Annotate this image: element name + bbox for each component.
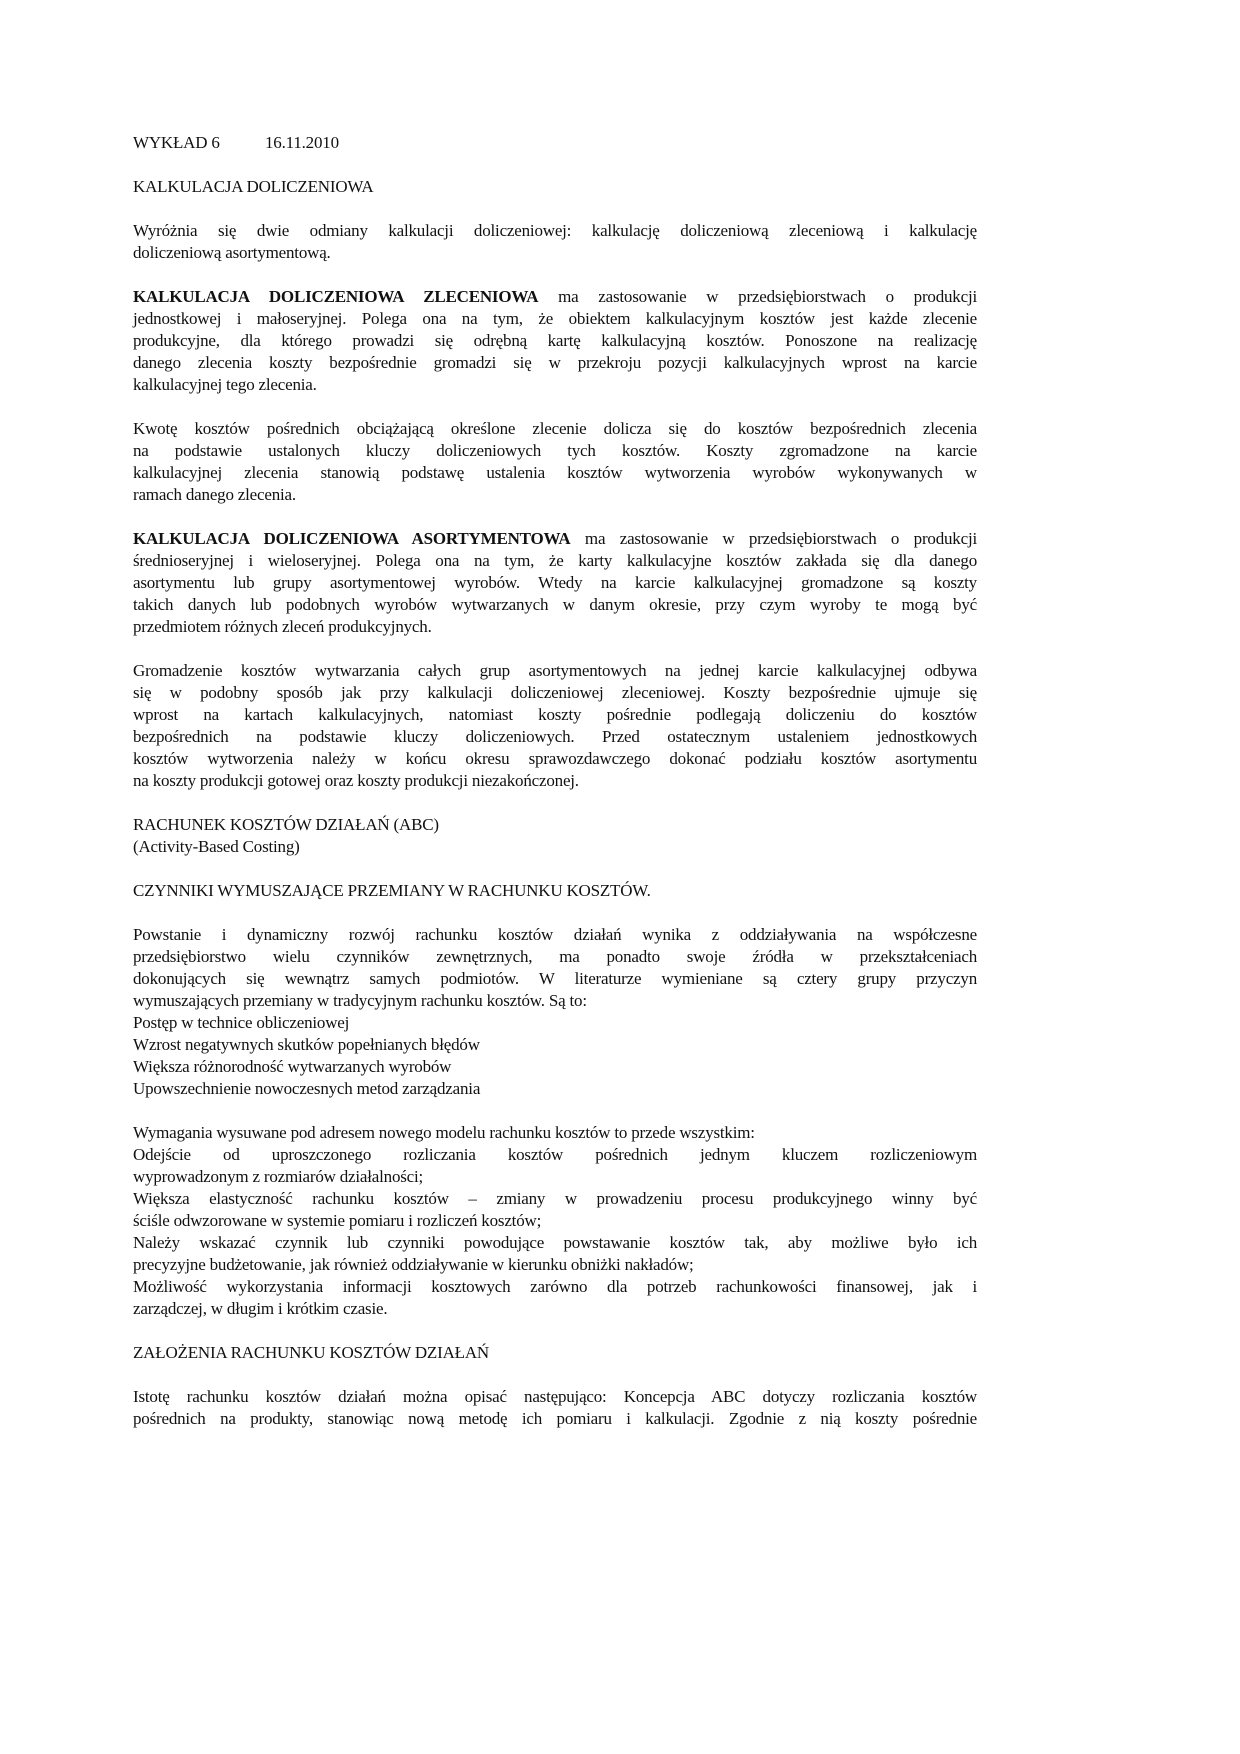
paragraph xyxy=(133,1386,977,1430)
text-line xyxy=(133,814,977,836)
text-line xyxy=(133,1210,977,1232)
line-text: wymuszających przemiany w tradycyjnym rachunku kosztów. Są to: xyxy=(133,991,587,1010)
line-text: CZYNNIKI WYMUSZAJĄCE PRZEMIANY W RACHUNKU KOSZTÓW. xyxy=(133,881,651,900)
text-line xyxy=(133,682,977,704)
text-line xyxy=(133,1144,977,1166)
line-text: Gromadzenie kosztów wytwarzania całych grup asortymentowych na jednej karcie kalkulacyjnej odbywa xyxy=(133,661,977,680)
line-text: dokonujących się wewnątrz samych podmiotów. W literaturze wymieniane są cztery grupy przyczyn xyxy=(133,969,977,988)
document-body xyxy=(133,176,977,1430)
text-line xyxy=(133,550,977,572)
line-text: Powstanie i dynamiczny rozwój rachunku kosztów działań wynika z oddziaływania na współczesne xyxy=(133,925,977,944)
line-text: Wyróżnia się dwie odmiany kalkulacji doliczeniowej: kalkulację doliczeniową zleceniową i kalkulację xyxy=(133,221,977,240)
paragraph xyxy=(133,814,977,858)
text-line xyxy=(133,1012,977,1034)
line-text: KALKULACJA DOLICZENIOWA xyxy=(133,177,374,196)
text-line xyxy=(133,1254,977,1276)
paragraph xyxy=(133,220,977,264)
line-text: ma zastosowanie w przedsiębiorstwach o produkcji xyxy=(538,287,978,306)
text-line xyxy=(133,770,977,792)
lecture-number: WYKŁAD 6 xyxy=(133,133,220,152)
text-line xyxy=(133,1386,977,1408)
line-text: ZAŁOŻENIA RACHUNKU KOSZTÓW DZIAŁAŃ xyxy=(133,1343,489,1362)
lecture-date: 16.11.2010 xyxy=(265,133,339,152)
text-line xyxy=(133,946,977,968)
text-line xyxy=(133,462,977,484)
text-line xyxy=(133,286,977,308)
bold-heading: KALKULACJA DOLICZENIOWA ZLECENIOWA xyxy=(133,287,539,306)
line-text: Upowszechnienie nowoczesnych metod zarządzania xyxy=(133,1079,481,1098)
line-text: przedmiotem różnych zleceń produkcyjnych. xyxy=(133,617,432,636)
line-text: się w podobny sposób jak przy kalkulacji doliczeniowej zleceniowej. Koszty bezpośrednie ujmuje się xyxy=(133,683,977,702)
line-text: ściśle odwzorowane w systemie pomiaru i rozliczeń kosztów; xyxy=(133,1211,542,1230)
line-text: zarządczej, w długim i krótkim czasie. xyxy=(133,1299,388,1318)
line-text: Wzrost negatywnych skutków popełnianych błędów xyxy=(133,1035,480,1054)
paragraph xyxy=(133,528,977,638)
text-line xyxy=(133,1166,977,1188)
paragraph xyxy=(133,1342,977,1364)
line-text: Postęp w technice obliczeniowej xyxy=(133,1013,350,1032)
text-line xyxy=(133,748,977,770)
line-text: wprost na kartach kalkulacyjnych, natomiast koszty pośrednie podlegają doliczeniu do kosztów xyxy=(133,705,977,724)
text-line xyxy=(133,1342,977,1364)
text-line xyxy=(133,440,977,462)
line-text: ma zastosowanie w przedsiębiorstwach o produkcji xyxy=(570,529,977,548)
text-line xyxy=(133,484,977,506)
text-line xyxy=(133,836,977,858)
line-text: Odejście od uproszczonego rozliczania kosztów pośrednich jednym kluczem rozliczeniowym xyxy=(133,1145,977,1164)
paragraph xyxy=(133,418,977,506)
text-line xyxy=(133,1298,977,1320)
paragraph xyxy=(133,924,977,1100)
document-page xyxy=(133,132,977,1452)
paragraph xyxy=(133,286,977,396)
line-text: Wymagania wysuwane pod adresem nowego modelu rachunku kosztów to przede wszystkim: xyxy=(133,1123,755,1142)
line-text: jednostkowej i małoseryjnej. Polega ona na tym, że obiektem kalkulacyjnym kosztów jest każde zlecenie xyxy=(133,309,977,328)
line-text: kalkulacyjnej tego zlecenia. xyxy=(133,375,317,394)
text-line xyxy=(133,176,977,198)
line-text: pośrednich na produkty, stanowiąc nową metodę ich pomiaru i kalkulacji. Zgodnie z nią koszty pośrednie xyxy=(133,1409,977,1428)
text-line xyxy=(133,308,977,330)
paragraph xyxy=(133,880,977,902)
text-line xyxy=(133,1408,977,1430)
text-line xyxy=(133,1276,977,1298)
line-text: Większa różnorodność wytwarzanych wyrobów xyxy=(133,1057,452,1076)
text-line xyxy=(133,616,977,638)
text-line xyxy=(133,352,977,374)
text-line xyxy=(133,1056,977,1078)
paragraph xyxy=(133,176,977,198)
text-line xyxy=(133,374,977,396)
line-text: doliczeniową asortymentową. xyxy=(133,243,331,262)
text-line xyxy=(133,968,977,990)
text-line xyxy=(133,1232,977,1254)
line-text: wyprowadzonym z rozmiarów działalności; xyxy=(133,1167,424,1186)
line-text: przedsiębiorstwo wielu czynników zewnętrznych, ma ponadto swoje źródła w przekształceniach xyxy=(133,947,977,966)
text-line xyxy=(133,242,977,264)
text-line xyxy=(133,1034,977,1056)
text-line xyxy=(133,1188,977,1210)
line-text: (Activity-Based Costing) xyxy=(133,837,300,856)
text-line xyxy=(133,660,977,682)
text-line xyxy=(133,330,977,352)
line-text: kalkulacyjnej zlecenia stanowią podstawę ustalenia kosztów wytworzenia wyrobów wykonywanych w xyxy=(133,463,977,482)
line-text: bezpośrednich na podstawie kluczy doliczeniowych. Przed ostatecznym ustaleniem jednostkowych xyxy=(133,727,977,746)
paragraph xyxy=(133,1122,977,1320)
text-line xyxy=(133,1122,977,1144)
line-text: ramach danego zlecenia. xyxy=(133,485,296,504)
text-line xyxy=(133,418,977,440)
bold-heading: KALKULACJA DOLICZENIOWA ASORTYMENTOWA xyxy=(133,529,571,548)
line-text: Możliwość wykorzystania informacji kosztowych zarówno dla potrzeb rachunkowości finansowej, jak i xyxy=(133,1277,977,1296)
line-text: na podstawie ustalonych kluczy doliczeniowych tych kosztów. Koszty zgromadzone na karcie xyxy=(133,441,977,460)
text-line xyxy=(133,924,977,946)
text-line xyxy=(133,220,977,242)
line-text: kosztów wytworzenia należy w końcu okresu sprawozdawczego dokonać podziału kosztów asortymentu xyxy=(133,749,977,768)
line-text: Istotę rachunku kosztów działań można opisać następująco: Koncepcja ABC dotyczy rozliczania kosztów xyxy=(133,1387,977,1406)
text-line xyxy=(133,726,977,748)
line-text: produkcyjne, dla którego prowadzi się odrębną kartę kalkulacyjną kosztów. Ponoszone na realizację xyxy=(133,331,977,350)
text-line xyxy=(133,594,977,616)
line-text: średnioseryjnej i wieloseryjnej. Polega ona na tym, że karty kalkulacyjne kosztów zakłada się dla danego xyxy=(133,551,977,570)
text-line xyxy=(133,704,977,726)
line-text: na koszty produkcji gotowej oraz koszty produkcji niezakończonej. xyxy=(133,771,579,790)
paragraph xyxy=(133,660,977,792)
line-text: RACHUNEK KOSZTÓW DZIAŁAŃ (ABC) xyxy=(133,815,439,834)
document-header xyxy=(133,132,977,154)
line-text: danego zlecenia koszty bezpośrednie gromadzi się w przekroju pozycji kalkulacyjnych wprost na karcie xyxy=(133,353,977,372)
text-line xyxy=(133,880,977,902)
text-line xyxy=(133,572,977,594)
line-text: Większa elastyczność rachunku kosztów – zmiany w prowadzeniu procesu produkcyjnego winny być xyxy=(133,1189,977,1208)
line-text: asortymentu lub grupy asortymentowej wyrobów. Wtedy na karcie kalkulacyjnej gromadzone są koszty xyxy=(133,573,977,592)
line-text: precyzyjne budżetowanie, jak również oddziaływanie w kierunku obniżki nakładów; xyxy=(133,1255,694,1274)
line-text: Kwotę kosztów pośrednich obciążającą określone zlecenie dolicza się do kosztów bezpośrednich zlecenia xyxy=(133,419,977,438)
text-line xyxy=(133,528,977,550)
text-line xyxy=(133,990,977,1012)
line-text: Należy wskazać czynnik lub czynniki powodujące powstawanie kosztów tak, aby możliwe było ich xyxy=(133,1233,977,1252)
line-text: takich danych lub podobnych wyrobów wytwarzanych w danym okresie, przy czym wyroby te mogą być xyxy=(133,595,977,614)
text-line xyxy=(133,1078,977,1100)
